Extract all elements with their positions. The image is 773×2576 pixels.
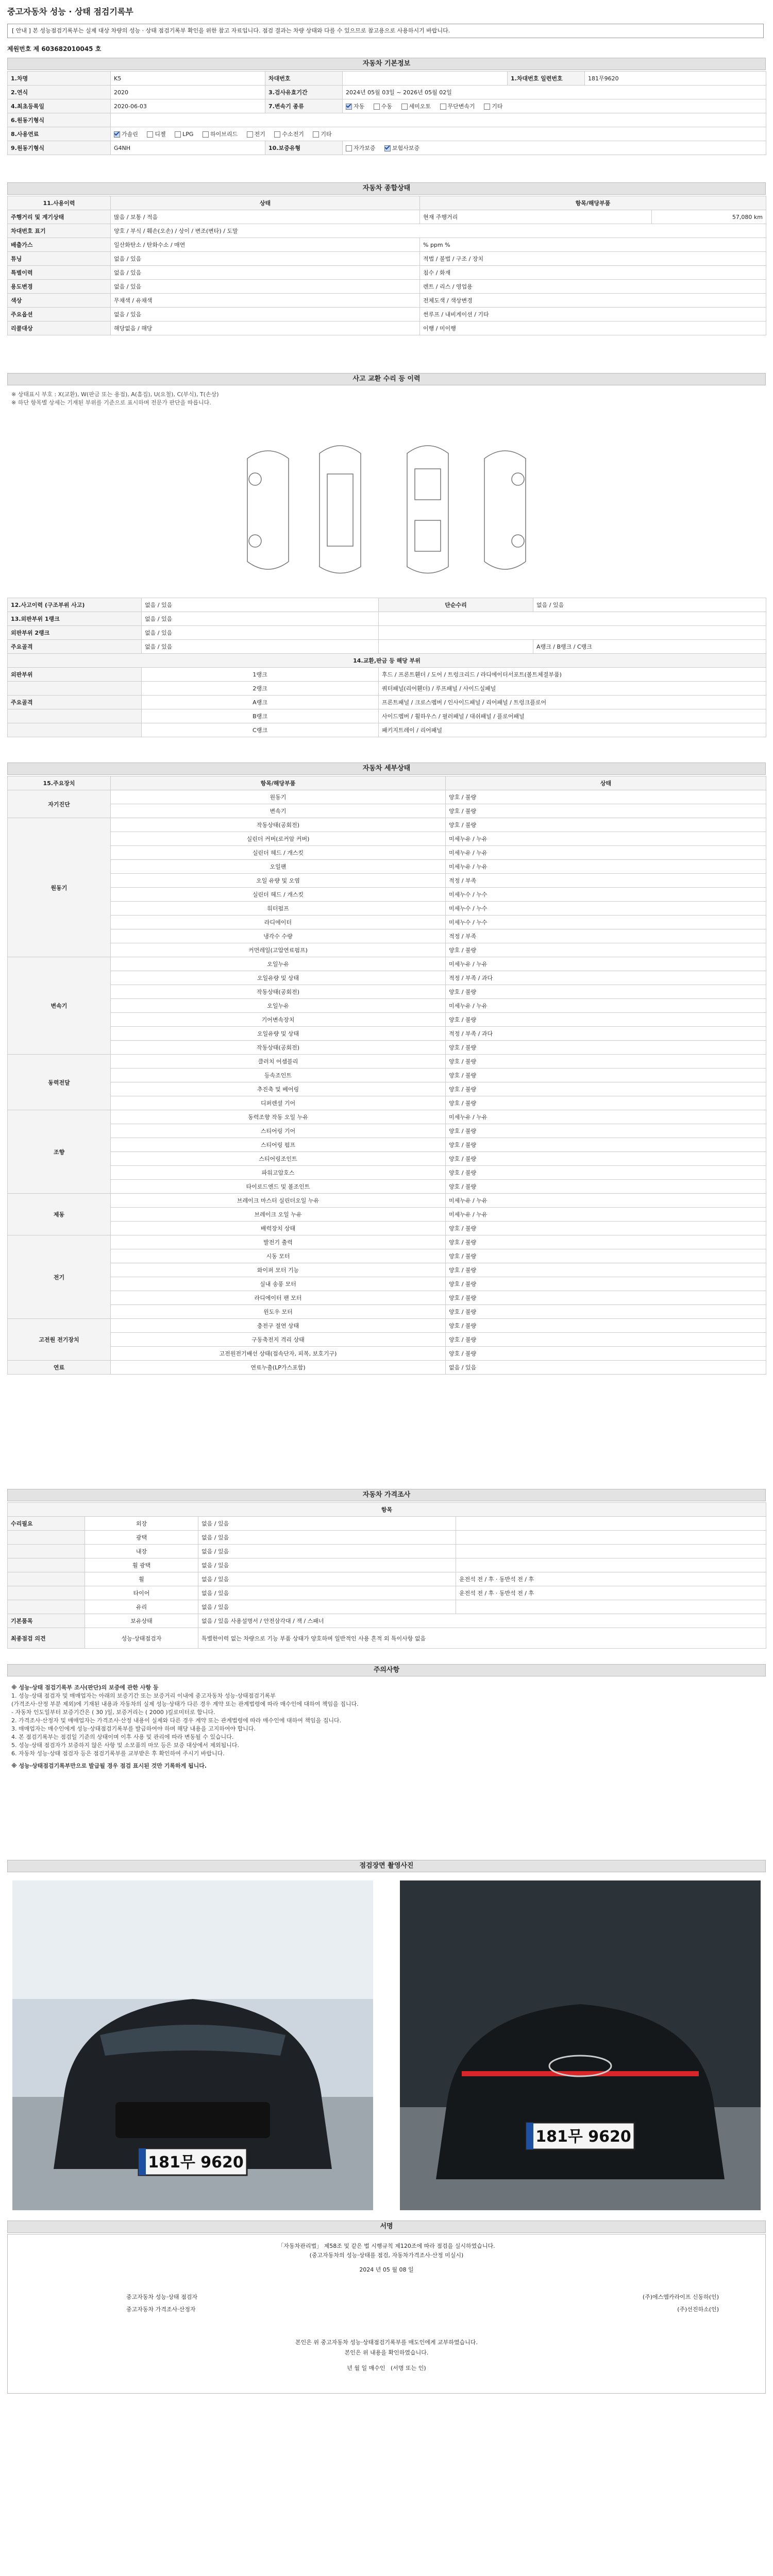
basic-row (8, 127, 766, 141)
checkbox[interactable] (401, 104, 408, 110)
basic-value: G4NH (111, 141, 265, 155)
detail-status: 적정 / 부족 / 과다 (446, 971, 766, 985)
fuel-options: 가솔린 디젤 LPG 하이브리드 전기 수소전기 기타 (111, 127, 766, 141)
section-photos: 점검장면 촬영사진 (7, 1860, 766, 1872)
detail-group: 전기 (8, 1235, 111, 1319)
general-row: 특별이력 없음 / 있음 침수 / 화재 (8, 266, 766, 280)
front-photo (12, 1880, 373, 2210)
detail-status: 양호 / 불량 (446, 1319, 766, 1333)
car-left-side (247, 451, 289, 569)
general-state-table: 11.사용이력 상태 항목/해당부품 주행거리 및 계기상태 많음 / 보통 / 적음 현재 주행거리 57,080 km 차대번호 표기 양호 / 부식 / 훼손(오손) / 상이 / 변조(변타) / 도말 배출가스 일산화탄소 / 탄화수소 / 매연 % ppm % 튜닝 없음 / 있음 적법 / 불법 / 구조 / 장치 특별이력 없음 / 있음 침수 / 화재 용도변경 없음 / 있음 렌트 / 리스 / 영업용 색상 무채색 / 유채색 전체도색 / 색상변경 주요옵션 없음 / 있음 썬루프 / 내비게이션 / 기타 리콜대상 해당없음 / 해당 이행 / 미이행 (7, 196, 766, 335)
detail-status: 양호 / 불량 (446, 1347, 766, 1361)
detail-status: 양호 / 불량 (446, 1082, 766, 1096)
checkbox[interactable] (147, 131, 153, 138)
detail-group: 동력전달 (8, 1055, 111, 1110)
damage-row: 주요골격 없음 / 있음 A랭크 / B랭크 / C랭크 (8, 640, 766, 654)
basic-label: 10.보증유형 (265, 141, 343, 155)
price-row: 타이어 없음 / 있음 운전석 전 / 후 · 동반석 전 / 후 (8, 1586, 766, 1600)
detail-status: 미세누유 / 누유 (446, 999, 766, 1013)
damage-part-row: 주요골격 A랭크 프론트패널 / 크로스멤버 / 인사이드패널 / 리어패널 / 트렁크플로어 (8, 696, 766, 709)
price-row: 광택 없음 / 있음 (8, 1531, 766, 1545)
section-basic-info: 자동차 기본정보 (7, 58, 766, 70)
doc-no-value: 603682010045 (41, 45, 93, 53)
damage-part-row: B랭크 사이드멤버 / 휠하우스 / 필러패널 / 대쉬패널 / 플로어패널 (8, 709, 766, 723)
checkbox[interactable] (374, 104, 380, 110)
general-row: 차대번호 표기 양호 / 부식 / 훼손(오손) / 상이 / 변조(변타) / 도말 (8, 224, 766, 238)
notice-box: [ 안내 ] 본 성능점검기록부는 실제 대상 차량의 성능 · 상태 점검기록부 확인을 위한 참고 자료입니다. 점검 결과는 차량 상태와 다를 수 있으므로 참고용으로 사용하시기 바랍니다. (7, 24, 764, 38)
detail-status: 적정 / 부족 (446, 929, 766, 943)
car-frame (407, 446, 448, 573)
detail-item: 동력조향 작동 오일 누유 (111, 1110, 446, 1124)
detail-status: 양호 / 불량 (446, 1333, 766, 1347)
detail-item: 오일유량 및 상태 (111, 971, 446, 985)
detail-status: 양호 / 불량 (446, 1055, 766, 1069)
detail-item: 와이퍼 모터 기능 (111, 1263, 446, 1277)
basic-label: 1.차대번호 일련번호 (508, 72, 585, 86)
detail-status: 양호 / 불량 (446, 818, 766, 832)
price-table: 항목 수리필요 외장 없음 / 있음 광택 없음 / 있음 내장 없음 / 있음 휠 광택 없음 / 있음 휠 없음 / 있음 운전석 전 / 후 · 동반석 전 / 후 타이어 없음 / 있음 운전석 전 / 후 · 동반석 전 / 후 유리 없음 / 있음 기본품목 보유상태 없음 / 있음 사용설명서 / 안전삼각대 / 잭 / 스패너 최종점검 의견 성능·상태점검자 특별한이력 없는 차량으로 기능 부품 상태가 양호하며 일반적인 사용 흔적 외 특이사항 없음 (7, 1502, 766, 1649)
detail-row (8, 1166, 766, 1180)
front-car-illustration (12, 1880, 373, 2210)
detail-item: 실린더 헤드 / 개스킷 (111, 888, 446, 902)
checkbox[interactable] (175, 131, 181, 138)
detail-row (8, 1041, 766, 1055)
detail-status: 양호 / 불량 (446, 1235, 766, 1249)
basic-value (343, 72, 508, 86)
detail-status: 미세누유 / 누유 (446, 1110, 766, 1124)
basic-row (8, 113, 766, 127)
detail-status: 양호 / 불량 (446, 1138, 766, 1152)
detail-status: 양호 / 불량 (446, 1096, 766, 1110)
document-number (7, 44, 101, 53)
damage-row: 12.사고이력 (구조부위 사고) 없음 / 있음 단순수리 없음 / 있음 (8, 598, 766, 612)
damage-table (7, 598, 766, 737)
basic-row (8, 72, 766, 86)
detail-row (8, 860, 766, 874)
detail-status: 미세누유 / 누유 (446, 832, 766, 846)
detail-row (8, 1291, 766, 1305)
car-right-side (484, 451, 526, 569)
basic-value: 2020-06-03 (111, 99, 265, 113)
car-diagram (237, 438, 536, 582)
front-plate-text: 181무 9620 (148, 2154, 244, 2172)
detail-row (8, 1347, 766, 1361)
checkbox[interactable] (313, 131, 319, 138)
detail-status: 양호 / 불량 (446, 1166, 766, 1180)
detail-item: 구동축전지 격리 상태 (111, 1333, 446, 1347)
detail-row (8, 846, 766, 860)
detail-item: 오일누유 (111, 957, 446, 971)
basic-label: 차대번호 (265, 72, 343, 86)
detail-group: 변속기 (8, 957, 111, 1055)
detail-group: 원동기 (8, 818, 111, 957)
detail-status: 미세누유 / 누유 (446, 846, 766, 860)
basic-label: 9.원동기형식 (8, 141, 111, 155)
general-row: 배출가스 일산화탄소 / 탄화수소 / 매연 % ppm % (8, 238, 766, 252)
damage-legend: ※ 상태표시 부호 : X(교환), W(판금 또는 용접), A(흠집), U(요철), C(부식), T(손상) ※ 하단 항목별 상세는 기재된 부위를 기준으로 표시하며 전문가 판단을 따릅니다. (11, 391, 219, 406)
basic-label: 7.변속기 종류 (265, 99, 343, 113)
seller-line: 본인은 위 중고자동차 성능·상태점검기록부를 매도인에게 교부하였습니다. (295, 2339, 478, 2346)
detail-item: 브레이크 마스터 실린더오일 누유 (111, 1194, 446, 1208)
detail-item: 실린더 헤드 / 개스킷 (111, 846, 446, 860)
basic-label: 1.차명 (8, 72, 111, 86)
basic-label: 8.사용연료 (8, 127, 111, 141)
detail-status: 미세누유 / 누유 (446, 1194, 766, 1208)
checkbox[interactable] (203, 131, 209, 138)
price-row: 수리필요 외장 없음 / 있음 (8, 1517, 766, 1531)
detail-row (8, 1235, 766, 1249)
damage-row: 외판부위 2랭크 없음 / 있음 (8, 626, 766, 640)
detail-row (8, 916, 766, 929)
detail-item: 파워고압호스 (111, 1166, 446, 1180)
detail-row (8, 1222, 766, 1235)
detail-status: 양호 / 불량 (446, 1124, 766, 1138)
detail-status: 미세누유 / 누유 (446, 957, 766, 971)
section-damage-history: 사고 교환 수리 등 이력 (7, 373, 766, 385)
car-top-front (320, 446, 361, 573)
checkbox[interactable] (247, 131, 253, 138)
basic-row (8, 86, 766, 99)
section-caution: 주의사항 (7, 1664, 766, 1676)
detail-status: 양호 / 불량 (446, 985, 766, 999)
general-row: 용도변경 없음 / 있음 렌트 / 리스 / 영업용 (8, 280, 766, 294)
detail-item: 스티어링 펌프 (111, 1138, 446, 1152)
detail-item: 연료누출(LP가스포함) (111, 1361, 446, 1375)
detail-item: 작동상태(공회전) (111, 1041, 446, 1055)
detail-item: 스티어링 기어 (111, 1124, 446, 1138)
detail-row (8, 1110, 766, 1124)
detail-row (8, 1194, 766, 1208)
detail-status: 양호 / 불량 (446, 1263, 766, 1277)
detail-row (8, 1082, 766, 1096)
warranty-options: 자가보증 보험사보증 (343, 141, 766, 155)
detail-status: 양호 / 불량 (446, 804, 766, 818)
damage-row: 13.외판부위 1랭크 없음 / 있음 (8, 612, 766, 626)
detail-status: 적정 / 부족 (446, 874, 766, 888)
rear-plate-text: 181무 9620 (535, 2128, 631, 2146)
detail-row (8, 790, 766, 804)
seal-text: (서명 또는 인) (391, 2365, 426, 2371)
basic-value: K5 (111, 72, 265, 86)
detail-row (8, 1319, 766, 1333)
buyer-line: 본인은 위 내용을 확인하였습니다. (344, 2349, 429, 2356)
detail-row (8, 1263, 766, 1277)
detail-row (8, 1096, 766, 1110)
detail-status: 미세누수 / 누수 (446, 916, 766, 929)
basic-label: 3.검사유효기간 (265, 86, 343, 99)
detail-status: 미세누유 / 누유 (446, 860, 766, 874)
general-row: 주요옵션 없음 / 있음 썬루프 / 내비게이션 / 기타 (8, 308, 766, 321)
detail-item: 오일팬 (111, 860, 446, 874)
detail-row (8, 1069, 766, 1082)
detail-item: 라디에이터 (111, 916, 446, 929)
detail-status: 양호 / 불량 (446, 790, 766, 804)
general-row: 튜닝 없음 / 있음 적법 / 불법 / 구조 / 장치 (8, 252, 766, 266)
date-line: 년 월 일 매수인 (347, 2365, 385, 2371)
caution-notes: ※ 성능·상태 점검기록부 조사(판단)의 보증에 관한 사항 등 1. 성능·상태 점검자 및 매매업자는 아래의 보증기간 또는 보증거리 이내에 중고자동차 성능·상태점검기록부 (가격조사·산정 부분 제외)에 기재된 내용과 자동차의 실제 성능·상태가 다른 경우 계약 또는 관계법령에 따라 매수인에 대하여 책임을 집니다. - 자동차 인도일부터 보증기간은 ( 30 )일, 보증거리는 ( 2000 )킬로미터로 합니다. 2. 가격조사·산정자 및 매매업자는 가격조사·산정 내용이 실제와 다른 경우 계약 또는 관계법령에 따라 매수인에 대하여 책임을 집니다. 3. 매매업자는 매수인에게 성능·상태점검기록부를 발급하여야 하며 해당 내용을 고지하여야 합니다. 4. 본 점검기록부는 점검일 기준의 상태이며 이후 사용 및 관리에 따라 변동될 수 있습니다. 5. 성능·상태 점검자가 보증하지 않은 사항 및 소모품의 마모 등은 보증 대상에서 제외됩니다. 6. 자동차 성능·상태 점검자 등은 점검기록부를 교부받은 후 확인하여 주시기 바랍니다. ※ 성능·상태점검기록부만으로 발급될 경우 점검 표시된 것만 기록하게 됩니다. (11, 1684, 359, 1769)
detail-row (8, 985, 766, 999)
damage-parts-title: 14.교환,판금 등 해당 부위 (8, 654, 766, 668)
basic-info-table (7, 71, 766, 155)
detail-item: 디퍼렌셜 기어 (111, 1096, 446, 1110)
basic-label: 2.연식 (8, 86, 111, 99)
section-detail-state: 자동차 세부상태 (7, 762, 766, 775)
detail-row (8, 929, 766, 943)
checker-label: 중고자동차 성능·상태 점검자 (126, 2294, 198, 2300)
detail-row (8, 832, 766, 846)
detail-row (8, 1152, 766, 1166)
detail-item: 라디에이터 팬 모터 (111, 1291, 446, 1305)
general-row: 리콜대상 해당없음 / 해당 이행 / 미이행 (8, 321, 766, 335)
detail-row (8, 1138, 766, 1152)
detail-item: 냉각수 수량 (111, 929, 446, 943)
detail-item: 시동 모터 (111, 1249, 446, 1263)
price-row: 기본품목 보유상태 없음 / 있음 사용설명서 / 안전삼각대 / 잭 / 스패너 (8, 1614, 766, 1628)
damage-part-row: 외판부위 1랭크 후드 / 프론트휀더 / 도어 / 트렁크리드 / 라디에이터서포트(볼트체결부품) (8, 668, 766, 682)
detail-row (8, 874, 766, 888)
price-row: 휠 없음 / 있음 운전석 전 / 후 · 동반석 전 / 후 (8, 1572, 766, 1586)
detail-row (8, 957, 766, 971)
general-row: 색상 무채색 / 유채색 전체도색 / 색상변경 (8, 294, 766, 308)
detail-status: 양호 / 불량 (446, 1305, 766, 1319)
price-row: 내장 없음 / 있음 (8, 1545, 766, 1558)
detail-item: 오일유량 및 상태 (111, 1027, 446, 1041)
detail-item: 스티어링조인트 (111, 1152, 446, 1166)
detail-row (8, 999, 766, 1013)
detail-item: 브레이크 오일 누유 (111, 1208, 446, 1222)
checkbox[interactable] (440, 104, 446, 110)
detail-row (8, 888, 766, 902)
checkbox[interactable] (346, 145, 352, 151)
detail-status: 양호 / 불량 (446, 1152, 766, 1166)
appraiser-name: (주)선진하소(인) (677, 2306, 719, 2313)
basic-value: 2024년 05월 03일 ~ 2026년 05월 02일 (343, 86, 766, 99)
detail-row (8, 1013, 766, 1027)
detail-item: 충전구 절연 상태 (111, 1319, 446, 1333)
checkbox[interactable] (274, 131, 280, 138)
detail-status: 양호 / 불량 (446, 1249, 766, 1263)
page-title: 중고자동차 성능 · 상태 점검기록부 (7, 7, 133, 16)
detail-status: 미세누유 / 누유 (446, 1208, 766, 1222)
damage-part-row: C랭크 패키지트레이 / 리어패널 (8, 723, 766, 737)
detail-status: 양호 / 불량 (446, 1013, 766, 1027)
detail-item: 원동기 (111, 790, 446, 804)
section-general-state: 자동차 종합상태 (7, 182, 766, 195)
detail-row (8, 1027, 766, 1041)
detail-item: 윈도우 모터 (111, 1305, 446, 1319)
detail-item: 작동상태(공회전) (111, 818, 446, 832)
detail-status: 양호 / 불량 (446, 1222, 766, 1235)
detail-item: 작동상태(공회전) (111, 985, 446, 999)
detail-row (8, 804, 766, 818)
detail-status: 양호 / 불량 (446, 1277, 766, 1291)
detail-status: 양호 / 불량 (446, 943, 766, 957)
basic-value (111, 113, 766, 127)
detail-row (8, 943, 766, 957)
price-row: 유리 없음 / 있음 (8, 1600, 766, 1614)
detail-item: 실내 송풍 모터 (111, 1277, 446, 1291)
detail-row (8, 1124, 766, 1138)
detail-row (8, 1333, 766, 1347)
price-row: 휠 광택 없음 / 있음 (8, 1558, 766, 1572)
detail-status: 양호 / 불량 (446, 1291, 766, 1305)
checker-name: (주)에스엠카라이프 신동하(인) (642, 2294, 719, 2300)
basic-value: 2020 (111, 86, 265, 99)
detail-row (8, 818, 766, 832)
detail-row (8, 1055, 766, 1069)
section-sign: 서명 (7, 2221, 766, 2233)
detail-row (8, 1277, 766, 1291)
detail-status: 미세누수 / 누수 (446, 888, 766, 902)
detail-item: 기어변속장치 (111, 1013, 446, 1027)
detail-row (8, 1180, 766, 1194)
detail-row (8, 902, 766, 916)
basic-row (8, 141, 766, 155)
checkbox[interactable] (384, 145, 391, 151)
detail-status: 적정 / 부족 / 과다 (446, 1027, 766, 1041)
transmission-options: 자동 수동 세미오토 무단변속기 기타 (343, 99, 766, 113)
detail-item: 실린더 커버(로커암 커버) (111, 832, 446, 846)
detail-row (8, 1249, 766, 1263)
detail-item: 배력장치 상태 (111, 1222, 446, 1235)
detail-status: 양호 / 불량 (446, 1069, 766, 1082)
detail-item: 오일 유량 및 오염 (111, 874, 446, 888)
basic-label: 4.최초등록일 (8, 99, 111, 113)
detail-group: 연료 (8, 1361, 111, 1375)
detail-item: 추진축 및 베어링 (111, 1082, 446, 1096)
detail-item: 클러치 어셈블리 (111, 1055, 446, 1069)
checkbox[interactable] (114, 131, 120, 138)
detail-group: 조향 (8, 1110, 111, 1194)
section-price: 자동차 가격조사 (7, 1489, 766, 1501)
detail-row (8, 1361, 766, 1375)
detail-status: 미세누수 / 누수 (446, 902, 766, 916)
detail-item: 고전원전기배선 상태(접속단자, 피복, 보호기구) (111, 1347, 446, 1361)
checkbox[interactable] (484, 104, 490, 110)
detail-status: 없음 / 있음 (446, 1361, 766, 1375)
general-row: 주행거리 및 계기상태 많음 / 보통 / 적음 현재 주행거리 57,080 km (8, 210, 766, 224)
appraiser-label: 중고자동차 가격조사·산정자 (126, 2306, 196, 2313)
detail-state-table: 15.주요장치 항목/해당부품 상태 자기진단 원동기 양호 / 불량 변속기 양호 / 불량 원동기 작동상태(공회전) 양호 / 불량 실린더 커버(로커암 커버) 미세누유 / 누유 실린더 헤드 / 개스킷 미세누유 / 누유 오일팬 미세누유 / 누유 오일 유량 및 오염 적정 / 부족 실린더 헤드 / 개스킷 미세누수 / 누수 워터펌프 미세누수 / 누수 라디에이터 미세누수 / 누수 냉각수 수량 적정 / 부족 커먼레일(고압연료펌프) 양호 / 불량 변속기 오일누유 미세누유 / 누유 오일유량 및 상태 적정 / 부족 / 과다 작동상태(공회전) 양호 / 불량 오일누유 미세누유 / 누유 기어변속장치 양호 / 불량 오일유량 및 상태 적정 / 부족 / 과다 작동상태(공회전) 양호 / 불량 동력전달 클러치 어셈블리 양호 / 불량 등속조인트 양호 / 불량 추진축 및 베어링 양호 / 불량 디퍼렌셜 기어 양호 / 불량 조향 동력조향 작동 오일 누유 미세누유 / 누유 스티어링 기어 양호 / 불량 스티어링 펌프 양호 / 불량 스티어링조인트 양호 / 불량 파워고압호스 양호 / 불량 타이로드엔드 및 볼조인트 양호 / 불량 제동 브레이크 마스터 실린더오일 누유 미세누유 / 누유 브레이크 오일 누유 미세누유 / 누유 배력장치 상태 양호 / 불량 전기 발전기 출력 양호 / 불량 시동 모터 양호 / 불량 와이퍼 모터 기능 양호 / 불량 실내 송풍 모터 양호 / 불량 라디에이터 팬 모터 양호 / 불량 윈도우 모터 양호 / 불량 고전원 전기장치 충전구 절연 상태 양호 / 불량 구동축전지 격리 상태 양호 / 불량 고전원전기배선 상태(접속단자, 피복, 보호기구) 양호 / 불량 연료 연료누출(LP가스포함) 없음 / 있음 (7, 776, 766, 1375)
sign-box: 「자동차관리법」 제58조 및 같은 법 시행규칙 제120조에 따라 점검을 실시하였습니다. (중고자동차의 성능·상태를 점검, 자동차가격조사·산정 미실시) 2024 년 05 월 08 일 중고자동차 성능·상태 점검자 중고자동차 가격조사·산정자 (주)에스엠카라이프 신동하(인) (주)선진하소(인) 본인은 위 중고자동차 성능·상태점검기록부를 매도인에게 교부하였습니다. 본인은 위 내용을 확인하였습니다. 년 월 일 매수인 (서명 또는 인) (7, 2234, 766, 2394)
detail-item: 변속기 (111, 804, 446, 818)
detail-row (8, 1208, 766, 1222)
detail-row (8, 971, 766, 985)
basic-row (8, 99, 766, 113)
rear-car-illustration (400, 1880, 761, 2210)
detail-item: 타이로드엔드 및 볼조인트 (111, 1180, 446, 1194)
detail-group: 고전원 전기장치 (8, 1319, 111, 1361)
detail-item: 커먼레일(고압연료펌프) (111, 943, 446, 957)
detail-status: 양호 / 불량 (446, 1041, 766, 1055)
damage-part-row: 2랭크 쿼터패널(리어휀더) / 루프패널 / 사이드실패널 (8, 682, 766, 696)
detail-row (8, 1305, 766, 1319)
detail-item: 등속조인트 (111, 1069, 446, 1082)
opinion-row: 최종점검 의견 성능·상태점검자 특별한이력 없는 차량으로 기능 부품 상태가 양호하며 일반적인 사용 흔적 외 특이사항 없음 (8, 1628, 766, 1649)
basic-label: 6.원동기형식 (8, 113, 111, 127)
rear-photo (400, 1880, 761, 2210)
detail-item: 워터펌프 (111, 902, 446, 916)
basic-value: 181무9620 (585, 72, 766, 86)
doc-no-suffix: 호 (95, 45, 102, 53)
detail-item: 발전기 출력 (111, 1235, 446, 1249)
detail-item: 오일누유 (111, 999, 446, 1013)
detail-group: 자기진단 (8, 790, 111, 818)
checkbox[interactable] (346, 104, 352, 110)
detail-group: 제동 (8, 1194, 111, 1235)
detail-status: 양호 / 불량 (446, 1180, 766, 1194)
doc-no-label: 제원번호 제 (7, 45, 40, 53)
